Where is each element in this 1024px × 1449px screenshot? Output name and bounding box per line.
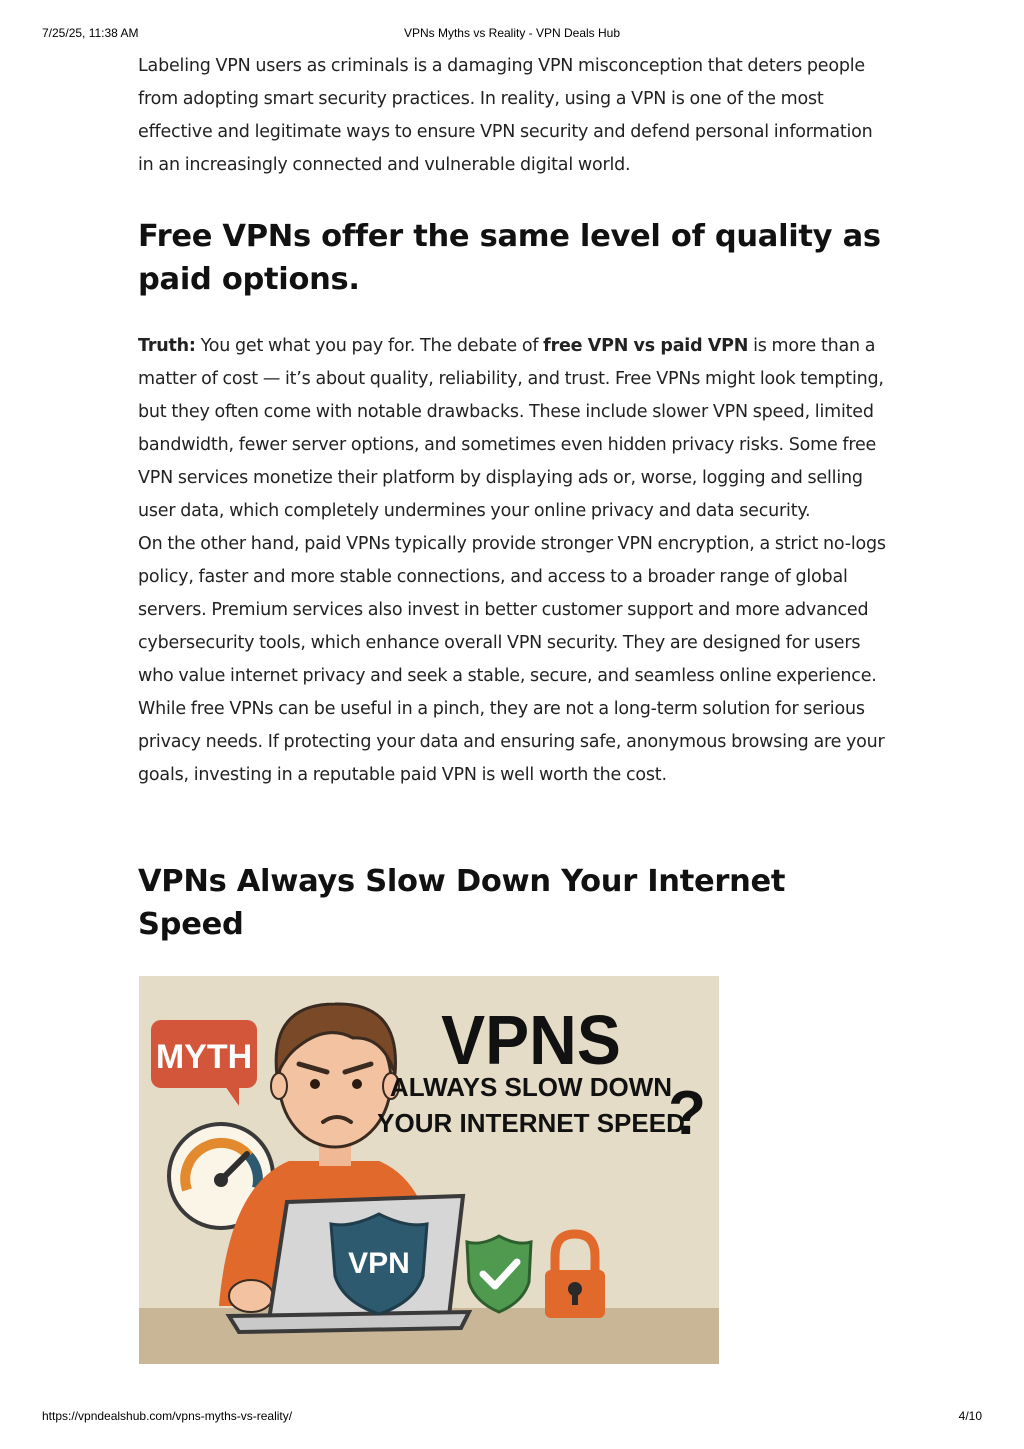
print-url: https://vpndealshub.com/vpns-myths-vs-reality/	[42, 1409, 293, 1423]
paid-vpns-paragraph: On the other hand, paid VPNs typically provide stronger VPN encryption, a strict no-logs policy, faster and more stable connections, and access to a broader range of global servers. Premium services also invest in better customer support and more advanced cybersecurity tools, which enhance overall VPN security. They are designed for users who value internet privacy and seek a stable, secure, and seamless online experience.	[138, 534, 886, 686]
heading-free-vpns: Free VPNs offer the same level of quality as paid options.	[138, 219, 881, 297]
print-footer	[0, 1409, 1024, 1429]
intro-paragraph: Labeling VPN users as criminals is a damaging VPN misconception that deters people from adopting smart security practices. In reality, using a VPN is one of the most effective and legitimate ways to ensure VPN security and defend personal information in an increasingly connected and vulnerable digital world.	[138, 56, 873, 175]
truth-paragraph	[138, 330, 890, 528]
heading-vpn-speed: VPNs Always Slow Down Your Internet Speed	[138, 864, 786, 942]
truth-bold-link: free VPN vs paid VPN	[543, 336, 749, 356]
print-datetime: 7/25/25, 11:38 AM	[42, 26, 139, 40]
vpn-speed-illustration	[139, 976, 719, 1364]
shield-vpn-label: VPN	[348, 1247, 410, 1280]
truth-text-2: is more than a matter of cost — it’s about quality, reliability, and trust. Free VPNs might look tempting, but they often come with notable drawbacks. These include slower VPN speed, limited bandwidth, fewer server options, and sometimes even hidden privacy risks. Some free VPN services monetize their platform by displaying ads or, worse, logging and selling user data, which completely undermines your online privacy and data security.	[138, 336, 884, 521]
print-page-number: 4/10	[958, 1409, 982, 1423]
print-header	[0, 26, 1024, 46]
article-content	[138, 50, 890, 946]
truth-text-1: You get what you pay for. The debate of	[195, 336, 544, 356]
question-mark: ?	[668, 1079, 706, 1148]
conclusion-paragraph: While free VPNs can be useful in a pinch, they are not a long-term solution for serious privacy needs. If protecting your data and ensuring safe, anonymous browsing are your goals, investing in a reputable paid VPN is well worth the cost.	[138, 699, 885, 785]
illustration-title-line-3: YOUR INTERNET SPEED	[377, 1108, 685, 1138]
illustration-title-line-1: VPNS	[441, 1002, 621, 1080]
illustration-title-line-2: ALWAYS SLOW DOWN	[389, 1072, 673, 1102]
print-page-title: VPNs Myths vs Reality - VPN Deals Hub	[403, 26, 621, 40]
myth-label: MYTH	[155, 1038, 253, 1076]
truth-label: Truth:	[138, 336, 196, 356]
